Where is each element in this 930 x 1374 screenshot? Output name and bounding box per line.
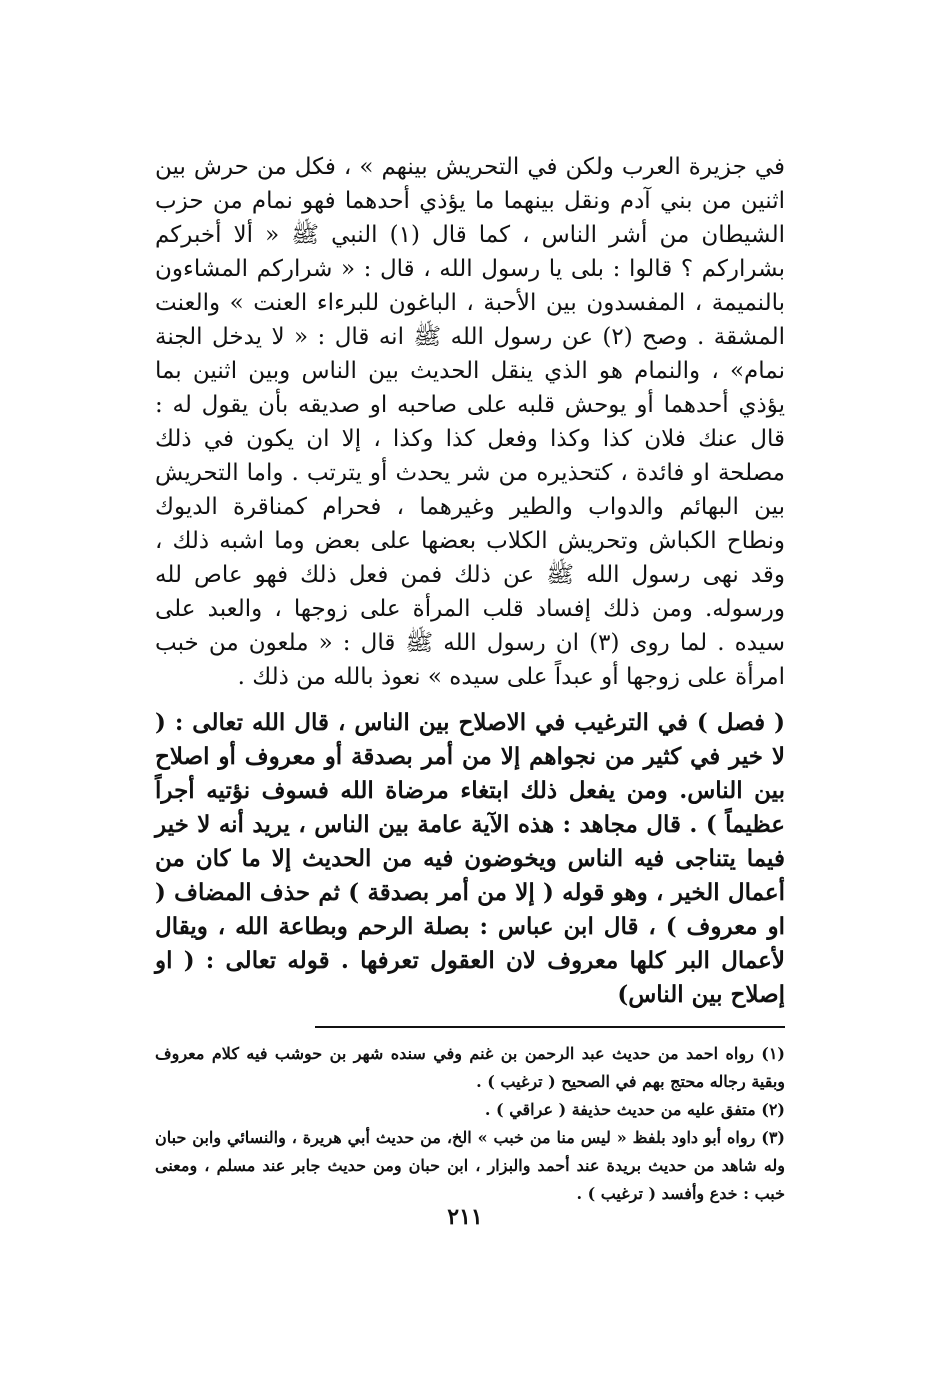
body-paragraph-1: في جزيرة العرب ولكن في التحريش بينهم » ، فكل من حرش بين اثنين من بني آدم ونقل بينهما ما يؤذي أحدهما فهو نمام من حزب الشيطان من أشر الناس ، كما قال (١) النبي ﷺ « ألا أخبركم بشراركم ؟ قالوا : بلى يا رسول الله ، قال : « شراركم المشاءون بالنميمة ، المفسدون بين الأحبة ، الباغون للبرءاء العنت » والعنت المشقة . وصح (٢) عن رسول الله ﷺ انه قال : « لا يدخل الجنة نمام» ، والنمام هو الذي ينقل الحديث بين الناس وبين اثنين بما يؤذي أحدهما أو يوحش قلبه على صاحبه او صديقه بأن يقول له : قال عنك فلان كذا وكذا وفعل كذا وكذا ، إلا ان يكون في ذلك مصلحة او فائدة ، كتحذيره من شر يحدث أو يترتب . واما التحريش بين البهائم والدواب والطير وغيرهما ، فحرام كمناقرة الديوك ونطاح الكباش وتحريش الكلاب بعضها على بعض وما اشبه ذلك ، وقد نهى رسول الله ﷺ عن ذلك فمن فعل ذلك فهو عاص لله ورسوله. ومن ذلك إفساد قلب المرأة على زوجها ، والعبد على سيده . لما روى (٣) ان رسول الله ﷺ قال : « ملعون من خبب امرأة على زوجها أو عبداً على سيده » نعوذ بالله من ذلك .: [155, 154, 785, 690]
footnote-3: (٣) رواه أبو داود بلفظ « ليس منا من خبب » الخ، من حديث أبي هريرة ، والنسائي وابن حبان وله شاهد من حديث بريدة عند أحمد والبزار ، ابن حبان ومن حديث جابر عند مسلم ، ومعنى خبب : خدع وأفسد ( ترغيب ) .: [155, 1128, 785, 1203]
footnotes: [155, 1040, 785, 1208]
page-content: [155, 150, 785, 1208]
footnote-divider: [315, 1026, 785, 1028]
footnote-1: (١) رواه احمد من حديث عبد الرحمن بن غنم وفي سنده شهر بن حوشب فيه كلام معروف وبقية رجاله محتج بهم في الصحيح ( ترغيب ) .: [155, 1044, 785, 1091]
body-paragraph-2: ( فصل ) في الترغيب في الاصلاح بين الناس ، قال الله تعالى : ( لا خير في كثير من نجواهم إلا من أمر بصدقة أو معروف أو اصلاح بين الناس. ومن يفعل ذلك ابتغاء مرضاة الله فسوف نؤتيه أجراً عظيماً ) . قال مجاهد : هذه الآية عامة بين الناس ، يريد أنه لا خير فيما يتناجى فيه الناس ويخوضون فيه من الحديث إلا ما كان من أعمال الخير ، وهو قوله ( إلا من أمر بصدقة ) ثم حذف المضاف ( او معروف ) ، قال ابن عباس : بصلة الرحم وبطاعة الله ، ويقال لأعمال البر كلها معروف لان العقول تعرفها . قوله تعالى : ( او إصلاح بين الناس): [155, 709, 785, 1008]
footnote-2: (٢) متفق عليه من حديث حذيفة ( عراقي ) .: [484, 1100, 785, 1119]
page-number: ٢١١: [447, 1204, 483, 1230]
